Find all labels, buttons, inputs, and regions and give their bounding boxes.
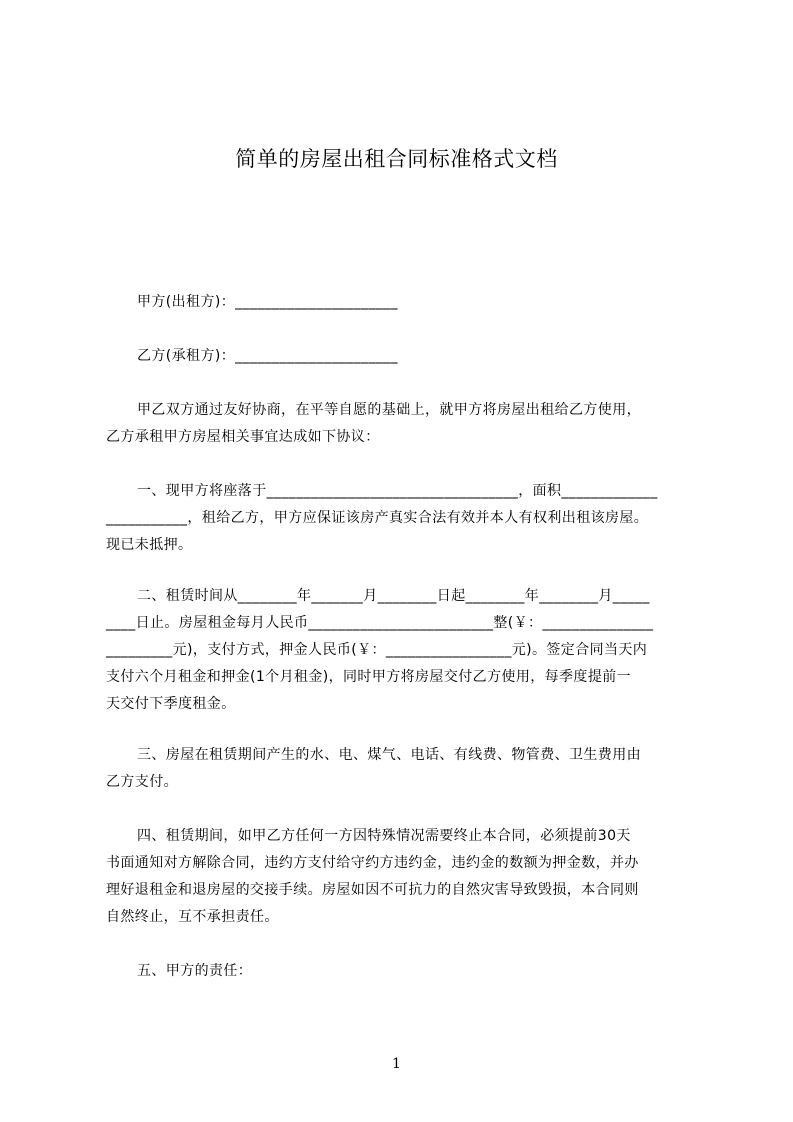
clause-4-line-3: 理好退租金和退房屋的交接手续。房屋如因不可抗力的自然灾害导致毁损，本合同则 bbox=[106, 882, 639, 898]
clause-4-line-2: 书面通知对方解除合同，违约方支付给守约方违约金，违约金的数额为押金数，并办 bbox=[106, 855, 639, 871]
document-title: 简单的房屋出租合同标准格式文档 bbox=[235, 147, 558, 171]
clause-2-line-2: ____日止。房屋租金每月人民币_________________________整(￥：_______________ bbox=[106, 615, 654, 631]
clause-2-line-1: 二、租赁时间从________年_______月________日起________年________月_____ bbox=[137, 588, 650, 604]
clause-1-line-2: ___________，租给乙方，甲方应保证该房产真实合法有效并本人有权利出租该房屋。 bbox=[106, 510, 649, 526]
clause-3-line-1: 三、房屋在租赁期间产生的水、电、煤气、电话、有线费、物管费、卫生费用由 bbox=[137, 747, 641, 763]
clause-2-line-5: 天交付下季度租金。 bbox=[106, 696, 236, 712]
intro-line-2: 乙方承租甲方房屋相关事宜达成如下协议： bbox=[106, 429, 380, 445]
clause-1-line-3: 现已未抵押。 bbox=[106, 537, 193, 553]
intro-line-1: 甲乙双方通过友好协商，在平等自愿的基础上，就甲方将房屋出租给乙方使用， bbox=[137, 402, 641, 418]
clause-5-heading: 五、甲方的责任： bbox=[137, 963, 253, 979]
clause-2-line-3: _________元)，支付方式，押金人民币(￥：_________________元)。签定合同当天内 bbox=[106, 642, 648, 658]
clause-4-line-4: 自然终止，互不承担责任。 bbox=[106, 909, 279, 925]
clause-4-line-1: 四、租赁期间，如甲乙方任何一方因特殊情况需要终止本合同，必须提前30天 bbox=[137, 828, 631, 844]
clause-2-line-4: 支付六个月租金和押金(1个月租金)，同时甲方将房屋交付乙方使用，每季度提前一 bbox=[106, 669, 632, 685]
clause-3-line-2: 乙方支付。 bbox=[106, 774, 178, 790]
party-a-line: 甲方(出租方)：______________________ bbox=[137, 294, 398, 310]
page-number: 1 bbox=[392, 1056, 401, 1072]
clause-1-line-1: 一、现甲方将座落于__________________________________，面积_____________ bbox=[137, 483, 658, 499]
party-b-line: 乙方(承租方)：______________________ bbox=[137, 348, 398, 364]
